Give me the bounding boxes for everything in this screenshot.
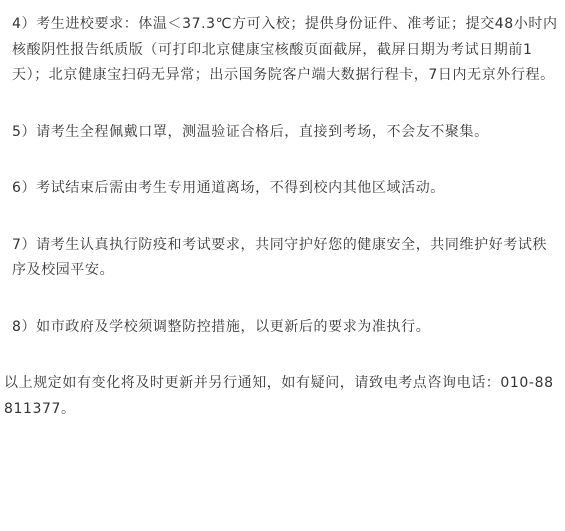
- contact-notice: 以上规定如有变化将及时更新并另行通知，如有疑问，请致电考点咨询电话：010-88811377。: [4, 375, 554, 417]
- paragraph-item-6: 6）考试结束后需由考生专用通道离场，不得到校内其他区域活动。: [12, 180, 445, 196]
- paragraph-item-4: 4）考生进校要求：体温＜37.3℃方可入校；提供身份证件、准考证；提交48小时内核酸阴性报告纸质版（可打印北京健康宝核酸页面截屏，截屏日期为考试日期前1天）；北京健康宝扫码无异常；出示国务院客户端大数据行程卡，7日内无京外行程。: [12, 16, 558, 83]
- paragraph-item-5: 5）请考生全程佩戴口罩，测温验证合格后，直接到考场，不会友不聚集。: [12, 123, 489, 140]
- paragraph-item-8: 8）如市政府及学校须调整防控措施，以更新后的要求为准执行。: [12, 318, 431, 335]
- paragraph-item-7: 7）请考生认真执行防疫和考试要求，共同守护好您的健康安全，共同维护好考试秩序及校园平安。: [12, 236, 548, 278]
